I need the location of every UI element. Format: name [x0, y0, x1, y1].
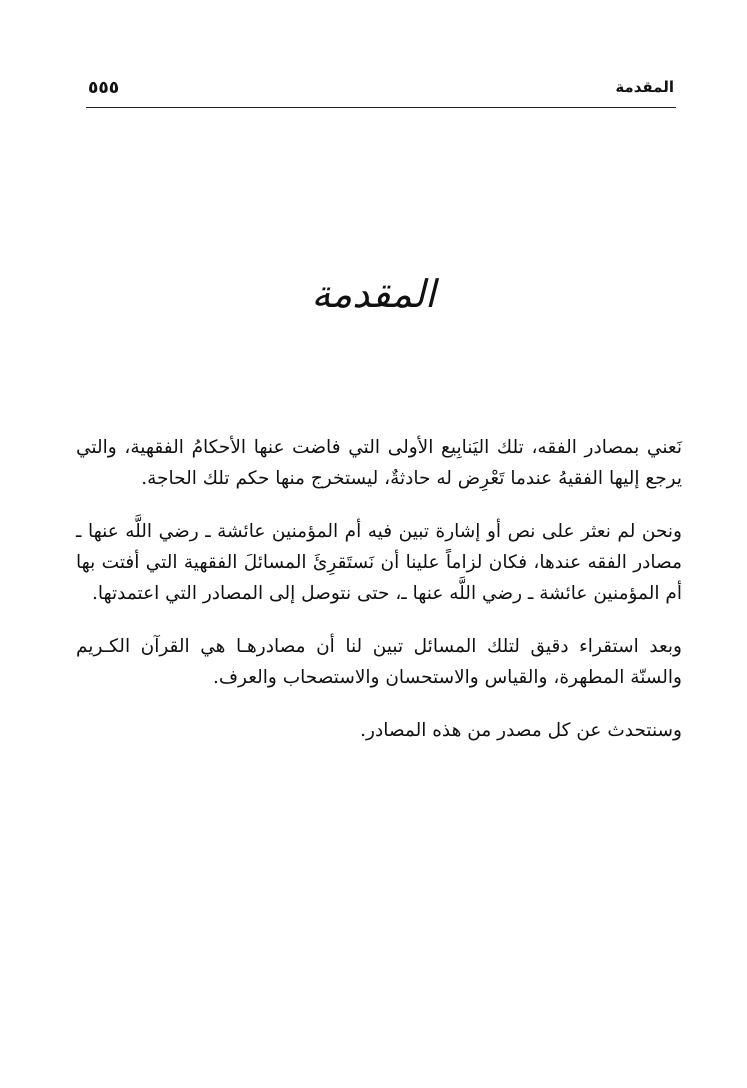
paragraph: نَعني بمصادر الفقه، تلك اليَنابِيع الأولى التي فاضت عنها الأحكامُ الفقهية، والتي يرجع إليها الفقيهُ عندما تَعْرِض له حادثةٌ، ليستخرج منها حكم تلك الحاجة.	[76, 437, 682, 489]
paragraph: ونحن لم نعثر على نص أو إشارة تبين فيه أم المؤمنين عائشة ـ رضي اللَّه عنها ـ مصادر الفقه عندها، فكان لزاماً علينا أن نَستَقرِئَ المسائلَ الفقهية التي أفتت بها أم المؤمنين عائشة ـ رضي اللَّه عنها ـ، حتى نتوصل إلى المصادر التي اعتمدتها.	[76, 521, 682, 604]
chapter-title: المقدمة	[311, 272, 436, 316]
paragraph: وسنتحدث عن كل مصدر من هذه المصادر.	[360, 720, 682, 741]
running-header-title: المقدمة	[615, 78, 674, 96]
header-rule	[86, 107, 676, 108]
page-number: ٥٥٥	[88, 78, 120, 98]
running-header	[86, 76, 674, 102]
body-text	[76, 432, 682, 768]
paragraph: وبعد استقراء دقيق لتلك المسائل تبين لنا أن مصادرهـا هي القرآن الكـريم والسنّة المطهرة، والقياس والاستحسان والاستصحاب والعرف.	[76, 636, 682, 688]
